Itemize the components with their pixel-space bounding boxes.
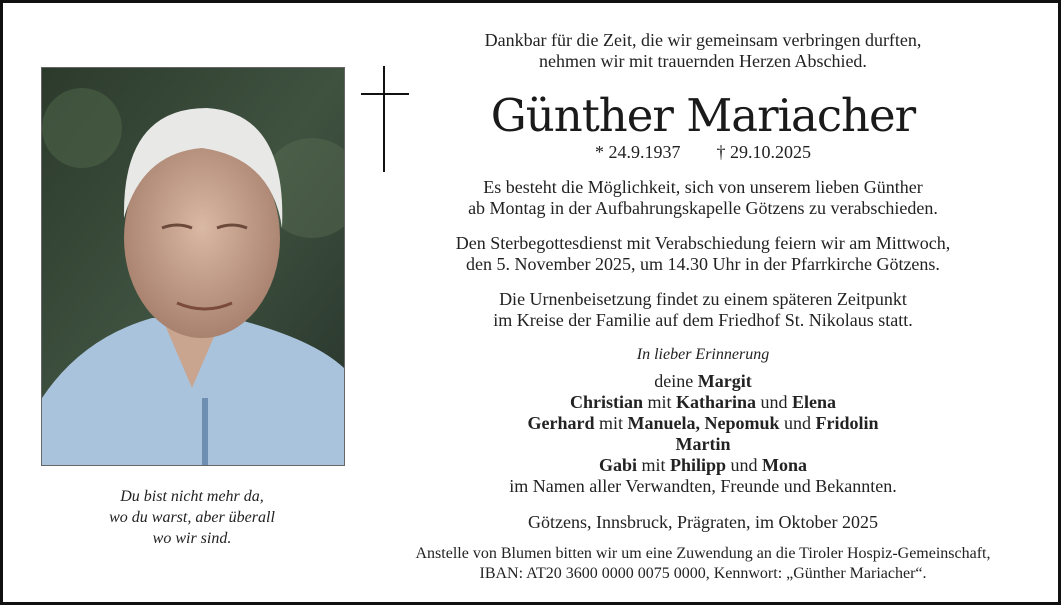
urn-text <box>383 289 1023 331</box>
mourner-text: deine <box>654 371 698 391</box>
life-dates <box>383 142 1023 163</box>
donation-text <box>383 544 1023 584</box>
intro-line: Dankbar für die Zeit, die wir gemeinsam verbringen durften, <box>484 30 922 50</box>
mourner-text: mit <box>642 392 676 412</box>
farewell-line: ab Montag in der Aufbahrungskapelle Götzens zu verabschieden. <box>468 198 938 218</box>
death-date: † 29.10.2025 <box>716 142 811 162</box>
mourner-text: und <box>779 413 816 433</box>
mourner-line <box>383 413 1023 434</box>
mourner-name: Gerhard <box>527 413 595 433</box>
mourner-name: Katharina <box>676 392 757 412</box>
mourner-name: Christian <box>569 392 643 412</box>
mourner-name: Mona <box>762 455 808 475</box>
donation-line: IBAN: AT20 3600 0000 0075 0000, Kennwort: „Günther Mariacher“. <box>479 565 927 582</box>
quote-line: Du bist nicht mehr da, <box>120 488 264 505</box>
service-line: den 5. November 2025, um 14.30 Uhr in der Pfarrkirche Götzens. <box>466 254 940 274</box>
birth-date: * 24.9.1937 <box>595 142 681 162</box>
farewell-text <box>383 177 1023 219</box>
mourner-name: Fridolin <box>815 413 879 433</box>
mourner-text: und <box>756 392 793 412</box>
place-date: Götzens, Innsbruck, Prägraten, im Oktober 2025 <box>528 512 878 532</box>
mourner-name: Margit <box>697 371 752 391</box>
quote <box>41 486 343 549</box>
urn-line: im Kreise der Familie auf dem Friedhof St. Nikolaus statt. <box>493 310 913 330</box>
mourner-name: Elena <box>792 392 837 412</box>
mourner-text: mit <box>636 455 670 475</box>
mourner-name: Gabi <box>598 455 637 475</box>
mourner-name: Martin <box>675 434 731 454</box>
mourner-text: mit <box>594 413 628 433</box>
deceased-name: Günther Mariacher <box>490 89 916 142</box>
memory-label: In lieber Erinnerung <box>636 346 770 363</box>
mourners-list <box>383 371 1023 497</box>
mourner-line <box>383 476 1023 497</box>
mourner-line <box>383 455 1023 476</box>
portrait-photo <box>41 67 345 466</box>
mourner-line <box>383 434 1023 455</box>
mourner-line <box>383 392 1023 413</box>
intro-text <box>383 30 1023 72</box>
mourner-text: und <box>726 455 763 475</box>
service-line: Den Sterbegottesdienst mit Verabschiedung feiern wir am Mittwoch, <box>455 233 951 253</box>
quote-line: wo wir sind. <box>152 530 232 547</box>
urn-line: Die Urnenbeisetzung findet zu einem späteren Zeitpunkt <box>499 289 907 309</box>
donation-line: Anstelle von Blumen bitten wir um eine Zuwendung an die Tiroler Hospiz-Gemeinschaft, <box>415 545 991 562</box>
quote-line: wo du warst, aber überall <box>109 509 275 526</box>
mourner-line <box>383 371 1023 392</box>
mourner-name: Philipp <box>670 455 727 475</box>
mourner-name: Manuela, Nepomuk <box>627 413 780 433</box>
mourner-text: im Namen aller Verwandten, Freunde und Bekannten. <box>509 476 897 496</box>
intro-line: nehmen wir mit trauernden Herzen Abschied. <box>539 51 867 71</box>
farewell-line: Es besteht die Möglichkeit, sich von unserem lieben Günther <box>483 177 923 197</box>
service-text <box>383 233 1023 275</box>
